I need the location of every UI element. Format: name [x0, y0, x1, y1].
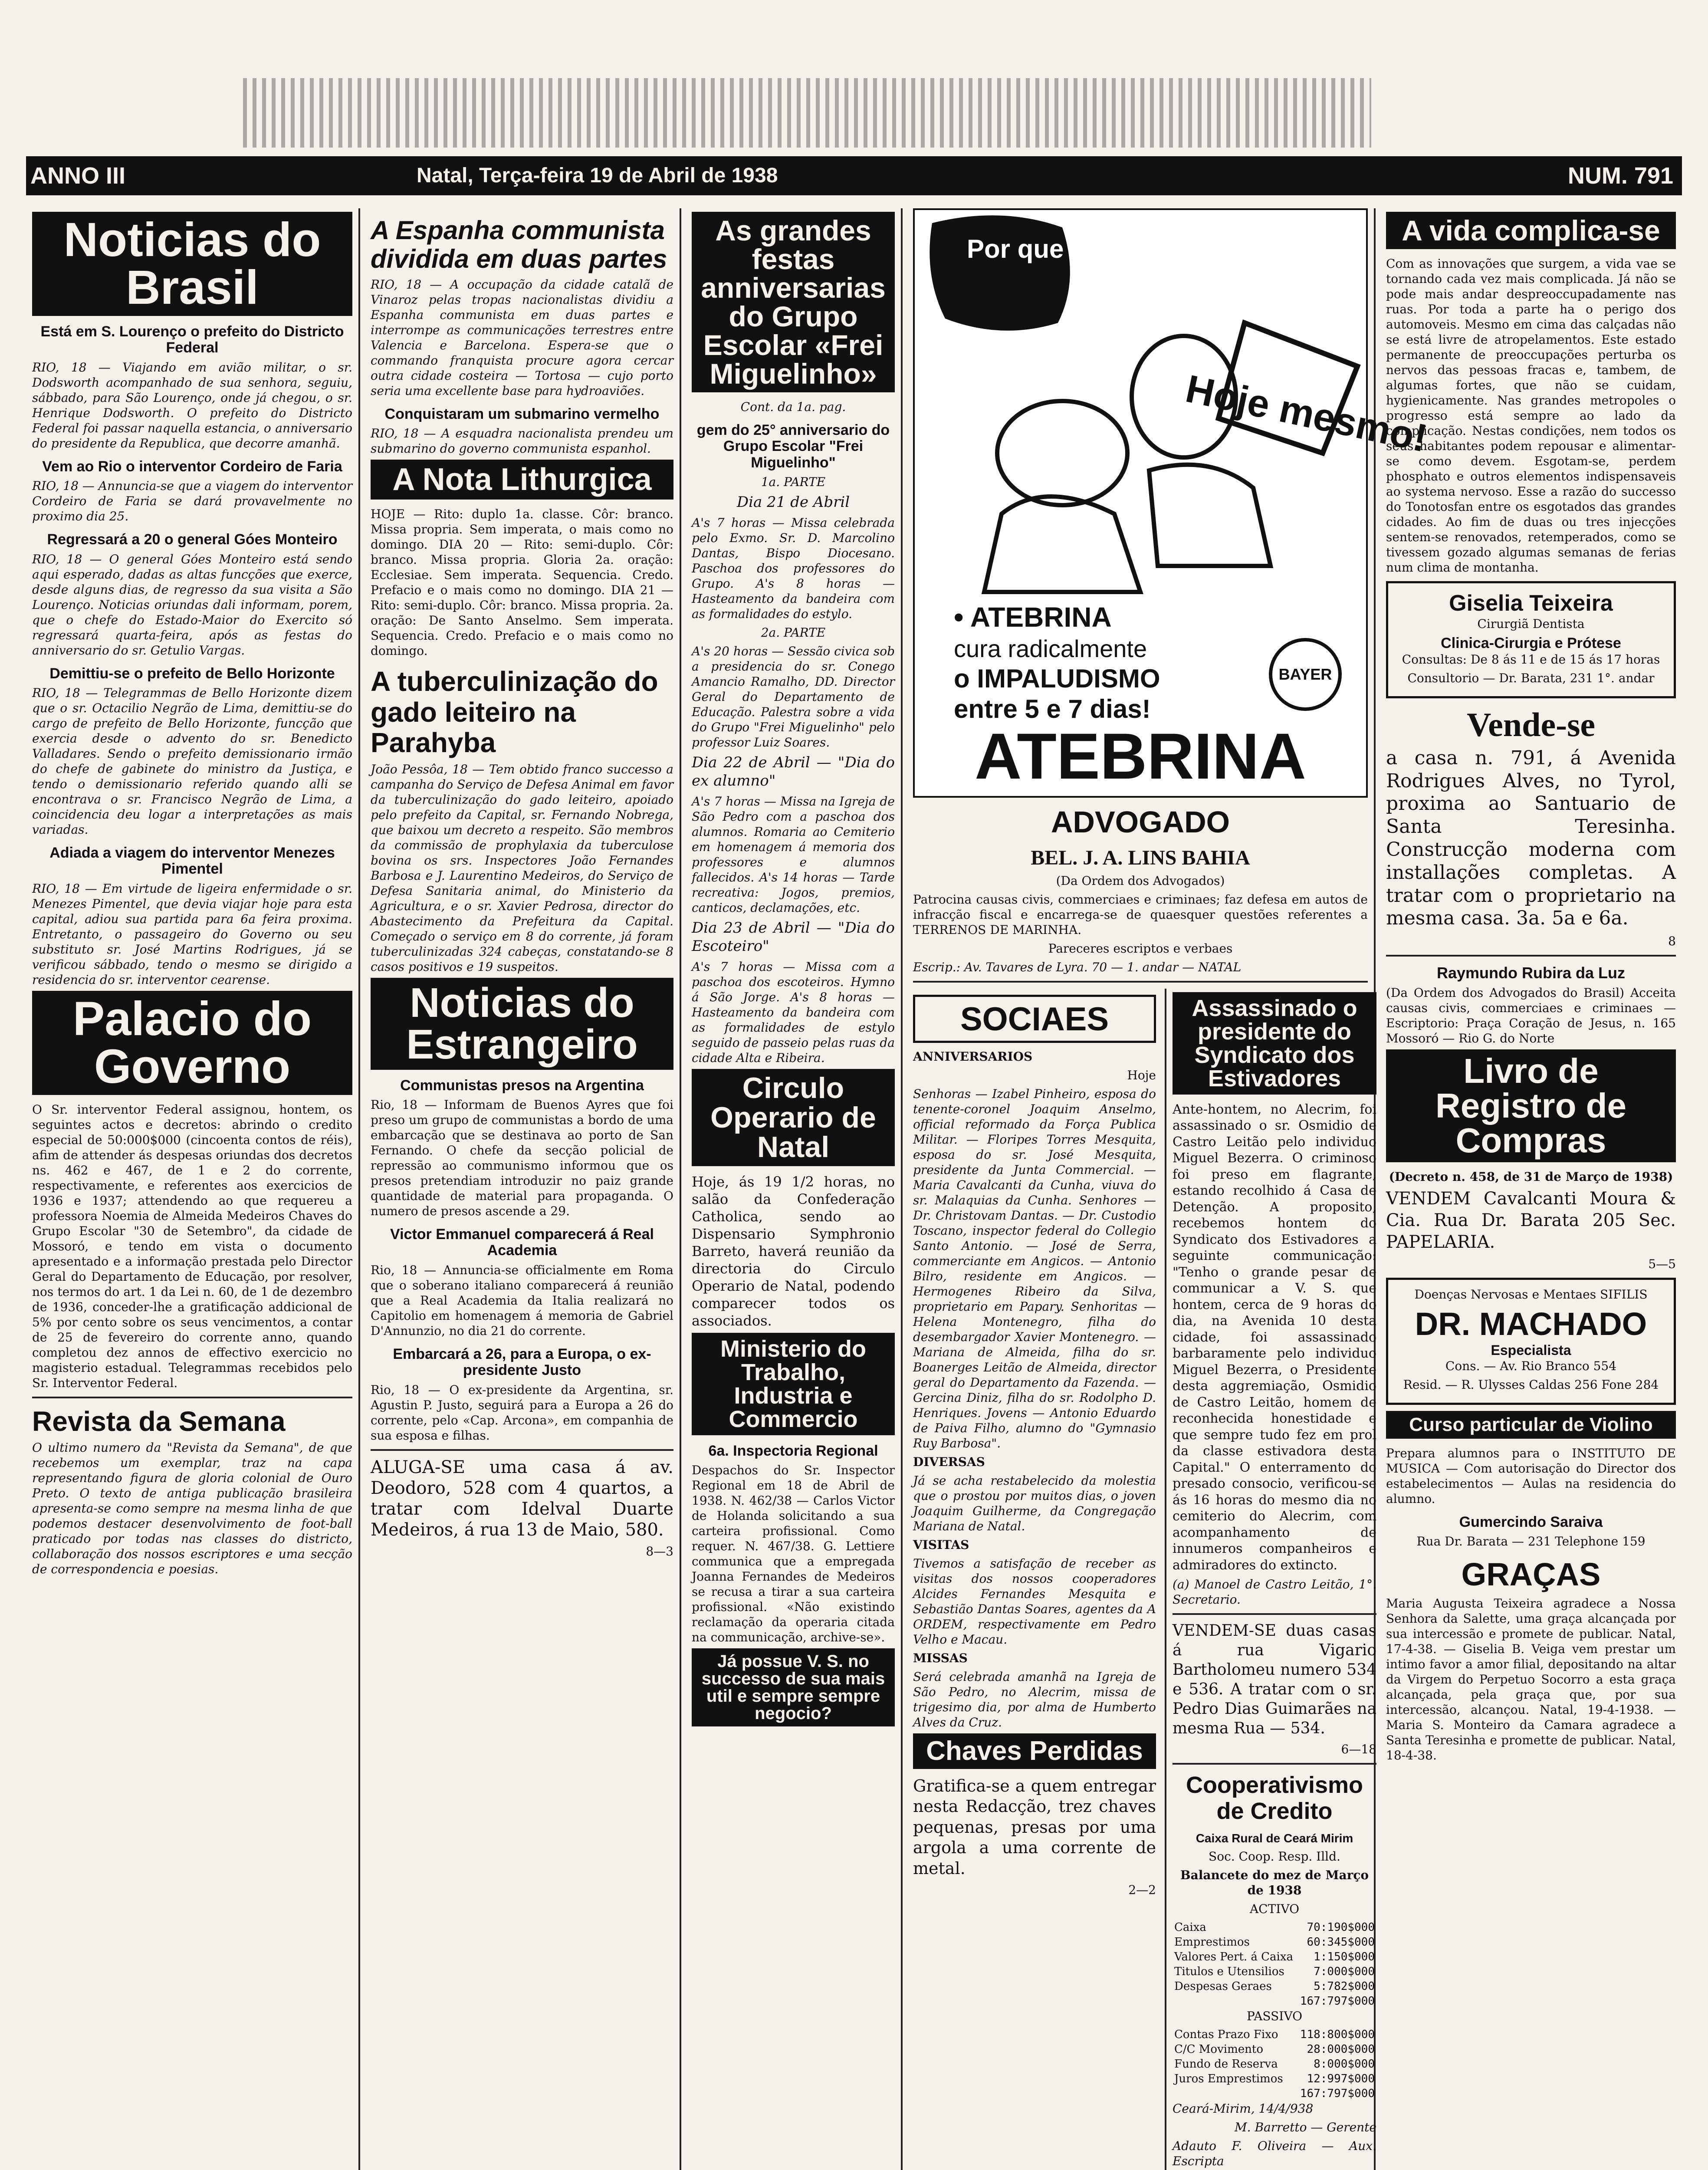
livro-text: VENDEM Cavalcanti Moura & Cia. Rua Dr. Barata 205 Sec. PAPELARIA.: [1386, 1188, 1676, 1252]
headline: Communistas presos na Argentina: [400, 1077, 644, 1094]
advogado-name: BEL. J. A. LINS BAHIA: [1031, 846, 1250, 869]
table-row: [1173, 2086, 1376, 2101]
table-cell: Titulos e Utensilios: [1174, 1965, 1284, 1978]
article-text: A's 7 horas — Missa com a paschoa dos escoteiros. Hymno á São Jorge. A's 8 horas — Hasteamento da bandeira com as formalidades de estylo seguido de passeio pelas ruas da cidade Alta e Ribeira.: [692, 959, 895, 1065]
sociaes-title-text: SOCIAES: [960, 1000, 1109, 1038]
diversas-head: DIVERSAS: [913, 1454, 985, 1469]
article-text: RIO, 18 — Em virtude de ligeira enfermidade o sr. Menezes Pimentel, que devia viajar hoje para esta capital, adiou sua partida para 6a feira proxima. Entretanto, o passageiro do Governo ou seu substituto sr. José Martins Rodrigues, já se verificou sábbado, tendo o mesmo se dirigido a residencia do sr. interventor cearense.: [32, 881, 352, 987]
article-text: A's 7 horas — Missa celebrada pelo Exmo. Sr. D. Marcolino Dantas, Bispo Diocesano. Paschoa dos professores do Grupo. A's 8 horas — Hasteamento da bandeira com as formalidades do estylo.: [692, 515, 895, 621]
article-text: RIO, 18 — Viajando em avião militar, o sr. Dodsworth acompanhado de sua senhora, seguiu, sábbado, para São Lourenço, onde já chegou, o sr. Henrique Dodsworth. O prefeito do Districto Federal foi passar naquella estancia, o anniversario do presidente da Republica, que decorre amanhã.: [32, 360, 352, 450]
article-text: RIO, 18 — A esquadra nacionalista prendeu um submarino do governo communista espanhol.: [371, 426, 673, 456]
vendem-code: 6—18: [1341, 1742, 1376, 1757]
livro-title: Livro de Registro de Compras: [1386, 1049, 1676, 1162]
headline: Embarcará a 26, para a Europa, o ex-presidente Justo: [393, 1345, 651, 1379]
sociaes-block: [913, 989, 1156, 1901]
subhead: 1a. PARTE: [761, 475, 826, 490]
vende-se-text: a casa n. 791, á Avenida Rodrigues Alves, no Tyrol, proxima ao Santuario de Santa Teresinha. Construcção moderna com installações completas. A tratar com o proprietario na mesma casa. 3a. 5a e 6a.: [1386, 746, 1676, 930]
subhead: Dia 22 de Abril — "Dia do ex alumno": [692, 753, 895, 790]
coop-balancete: Balancete do mez de Março de 1938: [1180, 1868, 1369, 1897]
coop-activo: ACTIVO: [1249, 1901, 1300, 1916]
violino-addr: Rua Dr. Barata — 231 Telephone 159: [1416, 1534, 1646, 1549]
advogado-text2: Pareceres escriptos e verbaes: [1048, 941, 1233, 956]
headline: gem do 25° anniversario do Grupo Escolar "Frei Miguelinho": [696, 422, 890, 471]
sindicato-sign: (a) Manoel de Castro Leitão, 1°. Secretario.: [1173, 1577, 1376, 1607]
continuation-note: Cont. da 1a. pag.: [740, 400, 846, 414]
ad-line-5: o IMPALUDISMO: [954, 664, 1160, 693]
coop-passivo: PASSIVO: [1246, 2009, 1303, 2023]
ad-line-3: • ATEBRINA: [954, 602, 1112, 633]
hoje-label: Hoje: [1127, 1068, 1156, 1082]
gracas-title: GRAÇAS: [1461, 1556, 1601, 1593]
table-cell: C/C Movimento: [1174, 2042, 1263, 2056]
section-title-palacio: Palacio do Governo: [32, 991, 352, 1095]
violino-name: Gumercindo Saraiva: [1459, 1513, 1603, 1530]
raymundo-text: (Da Ordem dos Advogados do Brasil) Acceita causas civis, commerciaes e criminaes — Escriptorio: Praça Coração de Jesus, n. 165 Mossoró — Rio G. do Norte: [1386, 985, 1676, 1046]
atebrina-ad: [913, 208, 1431, 798]
advogado-address: Escrip.: Av. Tavares de Lyra. 70 — 1. andar — NATAL: [913, 960, 1242, 974]
sociaes-title: [913, 995, 1156, 1043]
section-title-vida: A vida complica-se: [1386, 212, 1676, 249]
table-row: [1173, 2057, 1376, 2071]
article-text: O ultimo numero da "Revista da Semana", de que recebemos um exemplar, traz na capa representando figura de gloria colonial de Ouro Preto. O texto de antiga publicação brasileira apresenta-se como sempre na mesma linha de que podemos destacer desenvolvimento de foot-ball praticado por todas nas classes do districto, collaboração dos nossos escriptores e uma secção de correspondencia e poesias.: [32, 1440, 352, 1577]
visitas-text: Tivemos a satisfação de receber as visitas dos nossos cooperadores Alcides Fernandes Mesquita e Sebastião Dantas Soares, agentes da A ORDEM, respectivamente em Pedro Velho e Macau.: [913, 1556, 1156, 1647]
giselia-addr: Consultorio — Dr. Barata, 231 1°. andar: [1407, 671, 1655, 685]
masthead-smudge: [243, 78, 1371, 148]
coop-title: Cooperativismo de Credito: [1186, 1772, 1363, 1824]
vende-se-code: 8: [1668, 934, 1676, 949]
sindicato-block: [1165, 989, 1376, 2170]
coop-sub2: Soc. Coop. Resp. Illd.: [1209, 1849, 1340, 1864]
column-2: [365, 208, 681, 2170]
missas-head: MISSAS: [913, 1651, 968, 1665]
gracas-text: Maria Augusta Teixeira agradece a Nossa Senhora da Salette, uma graça alcançada por sua intercessão e promete de publicar. Natal, 17-4-38. — Giselia B. Veiga vem prestar um intimo favor a amor filial, depositando na altar da Virgem do Perpetuo Socorro a esta graça alcançada, pela graça que, por sua intercessão, alcançou. Natal, 19-4-1938. — Maria S. Monteiro da Camara agradece a Santa Teresinha e promette de publicar. Natal, 18-4-38.: [1386, 1596, 1676, 1762]
headline-tuberculinizacao: A tuberculinização do gado leiteiro na Parahyba: [371, 666, 658, 759]
giselia-hours: Consultas: De 8 ás 11 e de 15 ás 17 horas: [1402, 652, 1660, 667]
subhead: Dia 21 de Abril: [736, 493, 850, 511]
ad-line-6: entre 5 e 7 dias!: [954, 694, 1151, 723]
article-text: Rio, 18 — Informam de Buenos Ayres que foi preso um grupo de communistas a bordo de uma embarcação que se destinava ao porto de San Fernando. O chefe da secção policial de repressão ao communismo informou que os presos pretendiam introduzir no paiz grande quantidade de material para propaganda. O numero de presos ascende a 29.: [371, 1097, 673, 1218]
violino-title: Curso particular de Violino: [1386, 1411, 1676, 1439]
table-cell: 12:997$000: [1307, 2072, 1375, 2085]
table-cell: Valores Pert. á Caixa: [1174, 1950, 1294, 1963]
column-4: [907, 208, 1431, 2170]
table-cell: 7:000$000: [1314, 1965, 1375, 1978]
livro-code: 5—5: [1648, 1256, 1676, 1271]
table-cell: 28:000$000: [1307, 2042, 1375, 2056]
coop-passivo-table: [1173, 2027, 1376, 2101]
ad-line-4: cura radicalmente: [954, 635, 1147, 662]
subhead: 2a. PARTE: [761, 625, 826, 640]
ad-brand: ATEBRINA: [975, 720, 1306, 792]
table-row: [1173, 1994, 1376, 2009]
advogado-title: ADVOGADO: [1051, 805, 1230, 839]
table-cell: 1:150$000: [1314, 1950, 1375, 1963]
headline: Demittiu-se o prefeito de Bello Horizonte: [49, 665, 335, 682]
coop-sign2: M. Barretto — Gerente: [1235, 2120, 1376, 2134]
table-total: 167:797$000: [1300, 2087, 1375, 2100]
divider: [1173, 1613, 1376, 1615]
header-issue-number: NUM. 791: [1567, 163, 1673, 189]
section-title-liturgica: A Nota Lithurgica: [371, 460, 673, 500]
anniversarios-head: ANNIVERSARIOS: [913, 1049, 1033, 1064]
article-text: Rio, 18 — Annuncia-se officialmente em Roma que o soberano italiano comparecerá á reunião que a Real Academia da Italia realizará no Capitolio em homenagem á memoria de Gabriel D'Annunzio, no dia 21 do corrente.: [371, 1263, 673, 1338]
table-cell: 60:345$000: [1307, 1935, 1375, 1949]
article-text: Despachos do Sr. Inspector Regional em 18 de Abril de 1938. N. 462/38 — Carlos Victor de Holanda solicitando a sua carteira profissional. Como requer. N. 467/38. G. Lettiere communica que a empregada Joanna Fernandes de Medeiros se recusa a tirar a sua carteira profissional. «Não existindo reclamação da operaria citada na communicação, archive-se».: [692, 1463, 895, 1645]
section-title-ministerio: Ministerio do Trabalho, Industria e Commercio: [692, 1333, 895, 1435]
machado-cons: Cons. — Av. Rio Branco 554: [1445, 1358, 1617, 1373]
section-title-festas: As grandes festas anniversarias do Grupo Escolar «Frei Miguelinho»: [692, 212, 895, 392]
article-text: Rio, 18 — O ex-presidente da Argentina, sr. Agustin P. Justo, seguirá para a Europa a 26 do corrente, pelo «Cap. Arcona», em companhia de sua esposa e filhas.: [371, 1382, 673, 1443]
classified-aluga: ALUGA-SE uma casa á av. Deodoro, 528 com 4 quartos, a tratar com Idelval Duarte Medeiros, á rua 13 de Maio, 580.: [371, 1457, 673, 1540]
classified-pessoa: Já possue V. S. no successo de sua mais util e sempre sempre negocio?: [692, 1648, 895, 1726]
header-issue-year: ANNO III: [30, 163, 126, 189]
article-text: RIO, 18 — O general Góes Monteiro está sendo aqui esperado, dadas as altas funcções que exerce, desde alguns dias, de regresso da sua visita a São Lourenço. Noticias oriundas dali informam, porem, que o chefe do Estado-Maior do Exercito só regressará quarta-feira, após as festas do anniversario do sr. Getulio Vargas.: [32, 552, 352, 658]
article-text: RIO, 18 — Annuncia-se que a viagem do interventor Cordeiro de Faria se dará provavelmente no proximo dia 25.: [32, 479, 352, 524]
header-bar: [26, 156, 1682, 195]
atebrina-illustration: [915, 210, 1431, 792]
ad-line-por-que: Por que amanhã?: [967, 234, 1186, 263]
giselia-role: Cirurgiã Dentista: [1477, 617, 1585, 631]
diversas-text: Já se acha restabelecido da molestia que o prostou por muitos dias, o joven Joaquim Guilherme, da Congregação Mariana de Natal.: [913, 1473, 1156, 1533]
headline: Conquistaram um submarino vermelho: [384, 406, 660, 422]
table-row: [1173, 2027, 1376, 2042]
advogado-text: Patrocina causas civis, commerciaes e criminaes; faz defesa em autos de infracção fiscal e encarrega-se de quaesquer questões referentes a TERRENOS DE MARINHA.: [913, 892, 1368, 937]
table-cell: Emprestimos: [1174, 1935, 1250, 1949]
raymundo-name: Raymundo Rubira da Luz: [1436, 964, 1626, 982]
article-text: HOJE — Rito: duplo 1a. classe. Côr: branco. Missa propria. Sem imperata, o mais como no domingo. DIA 20 — Rito: semi-duplo. Côr: branco. Missa propria. Gloria 2a. oração: Ecclesiae. Sem imperata. Sequencia. Credo. Prefacio e o mais como no domingo. DIA 21 — Rito: semi-duplo. Côr: branco. Missa propria. 2a. oração: De Santo Anselmo. Sem imperata. Sequencia. Credo. Prefacio e o mais como no domingo.: [371, 507, 673, 658]
chaves-code: 2—2: [1128, 1883, 1156, 1897]
headline-espanha: A Espanha communista dividida em duas partes: [371, 216, 667, 273]
column-3: [686, 208, 903, 2170]
table-row: [1173, 1935, 1376, 1950]
giselia-spec: Clinica-Cirurgia e Prótese: [1441, 635, 1621, 651]
machado-spec: Especialista: [1491, 1342, 1571, 1358]
coop-sign1: Ceará-Mirim, 14/4/938: [1173, 2101, 1314, 2116]
coop-sign3: Adauto F. Oliveira — Aux. Escripta: [1173, 2138, 1376, 2168]
section-title-circulo: Circulo Operario de Natal: [692, 1069, 895, 1166]
table-cell: 118:800$000: [1300, 2028, 1375, 2041]
sociaes-text: Senhoras — Izabel Pinheiro, esposa do tenente-coronel Joaquim Anselmo, official reformado da Força Publica Militar. — Floripes Torres Mesquita, esposa do sr. José Mesquita, presidente da Junta Commercial. — Maria Cavalcanti da Cunha, viuva do sr. Malaquias da Cunha. Senhores — Dr. Christovam Dantas. — Dr. Custodio Toscano, inspector federal do Collegio Santo Antonio. — José de Serra, commerciante em Angicos. — Antonio Bilro, residente em Angicos. — Hermogenes Ribeiro da Silva, proprietario em Papary. Senhoritas — Helena Montenegro, filha do desembargador Xavier Montenegro. — Mariana de Almeida, filha do sr. Boanerges Leitão de Almeida, director geral do Departamento da Fazenda. — Gercina Diniz, filha do sr. Rodolpho D. Henriques. Jovens — Antonio Eduardo de Paiva Filho, alumno do "Gymnasio Ruy Barbosa".: [913, 1086, 1156, 1450]
chaves-title: Chaves Perdidas: [913, 1733, 1156, 1769]
headline: 6a. Inspectoria Regional: [708, 1442, 878, 1459]
headline: Está em S. Lourenço o prefeito do Districto Federal: [40, 323, 344, 356]
divider: [32, 1397, 352, 1398]
section-title-estrangeiro: Noticias do Estrangeiro: [371, 978, 673, 1070]
missas-text: Será celebrada amanhã na Igreja de São Pedro, no Alecrim, missa de trigesimo dia, por alma de Humberto Alves da Cruz.: [913, 1669, 1156, 1729]
violino-text: Prepara alumnos para o INSTITUTO DE MUSICA — Com autorisação do Director dos estabelecimentos — Aulas na residencia do alumno.: [1386, 1446, 1676, 1506]
visitas-head: VISITAS: [913, 1537, 969, 1552]
table-row: [1173, 1920, 1376, 1935]
newspaper-page: [26, 26, 1682, 2170]
article-text: A's 20 horas — Sessão civica sob a presidencia do sr. Conego Amancio Ramalho, DD. Director Geral do Departamento de Educação. Palestra sobre a vida do Grupo "Frei Miguelinho" pelo professor Luiz Soares.: [692, 644, 895, 750]
table-cell: 70:190$000: [1307, 1920, 1375, 1934]
table-total: 167:797$000: [1300, 1994, 1375, 2008]
divider: [913, 981, 1368, 983]
article-text: RIO, 18 — A occupação da cidade catalã de Vinaroz pelas tropas nacionalistas dividiu a Espanha communista em duas partes e interrompe as communicações terrestres entre Valencia e Barcelona. Espera-se que o commando franquista procure agora cercar outra cidade costeira — Tortosa — cujo porto seria uma excellente base para hydroaviões.: [371, 277, 673, 398]
table-row: [1173, 2042, 1376, 2057]
giselia-name: Giselia Teixeira: [1449, 591, 1613, 616]
table-cell: Despesas Geraes: [1174, 1979, 1272, 1993]
article-text: Hoje, ás 19 1/2 horas, no salão da Confederação Catholica, sendo ao Dispensario Symphronio Barreto, haverá reunião da directoria do Circulo Operario de Natal, podendo comparecer todos os associados.: [692, 1173, 895, 1329]
ad-machado: [1386, 1278, 1676, 1405]
chaves-text: Gratifica-se a quem entregar nesta Redacção, trez chaves pequenas, presas por uma argola a uma corrente de metal.: [913, 1776, 1156, 1878]
table-row: [1173, 1964, 1376, 1979]
headline: Victor Emmanuel comparecerá á Real Academia: [390, 1226, 654, 1259]
subhead: Dia 23 de Abril — "Dia do Escoteiro": [692, 919, 895, 955]
table-cell: Juros Emprestimos: [1174, 2072, 1283, 2085]
bayer-label: BAYER: [1278, 665, 1332, 683]
sindicato-title: Assassinado o presidente do Syndicato dos Estivadores: [1173, 992, 1376, 1095]
vende-se-title: Vende-se: [1466, 706, 1596, 743]
sindicato-text: Ante-hontem, no Alecrim, foi assassinado o sr. Osmidio de Castro Leitão pelo individuo Miguel Bezerra. O criminoso foi preso em flagrante, estando recolhido á Casa de Detenção. A proposito, recebemos hontem do Syndicato dos Estivadores a seguinte communicação: "Tenho o grande pesar de communicar a V. S. que hontem, cerca de 9 horas do dia, na Avenida 10 desta cidade, foi assassinado barbaramente pelo individuo Miguel Bezerra, o Presidente desta aggremiação, Osmidio de Castro Leitão, homem de reconhecida honestidade e que sempre tudo fez em prol da classe estivadora desta Capital." O enterramento do presado consocio, verificou-se ás 16 horas do mesmo dia no cemiterio do Alecrim, com acompanhamento de innumeros companheiros e admiradores do extincto.: [1173, 1101, 1376, 1573]
vendem-text: VENDEM-SE duas casas á rua Vigario Bartholomeu numero 534 e 536. A tratar com o sr. Pedro Dias Guimarães na mesma Rua — 534.: [1173, 1622, 1376, 1738]
header-date: Natal, Terça-feira 19 de Abril de 1938: [417, 164, 778, 187]
column-1: [26, 208, 360, 2170]
article-text: Com as innovações que surgem, a vida vae se tornando cada vez mais complicada. Já não se pode mais andar despreoccupadamente nas ruas. Por toda a parte ha o perigo dos automoveis. Mesmo em cima das calçadas não se está livre de atropelamentos. Este estado permanente de preoccupações perturba os nervos das pessoas fracas e, tambem, de algumas fortes, que não se cuidam, hygienicamente. Nas grandes metropoles o progresso está sempre ao lado da complicação. Nestas condições, nem todos os seus habitantes podem repousar e alimentar-se como devem. Esgotam-se, perdem phosphato e outros elementos indispensaveis ao systema nervoso. Esse a razão do successo do Tonotosfan entre os esgotados das grandes cidades. Ao fim de duas ou tres injecções sentem-se renovados, retemperados, como se tivessem gozado algumas semanas de ferias num clima de montanha.: [1386, 256, 1676, 575]
article-text: RIO, 18 — Telegrammas de Bello Horizonte dizem que o sr. Octacilio Negrão de Lima, demittiu-se do cargo de prefeito de Bello Horizonte, funcção que exercia desde o advento do sr. Benedicto Valladares. Sendo o prefeito demissionario irmão do chefe de gabinete do ministro da Justiça, e tendo o demissionario referido quando alli se encontrava o sr. Francisco Negrão de Lima, a coincidencia deu logar a interpretações as mais variadas.: [32, 685, 352, 837]
table-row: [1173, 2071, 1376, 2086]
machado-name: DR. MACHADO: [1415, 1305, 1647, 1342]
livro-sub: (Decreto n. 458, de 31 de Março de 1938): [1389, 1169, 1673, 1184]
article-text: A's 7 horas — Missa na Igreja de São Pedro com a paschoa dos alumnos. Romaria ao Cemiterio em homenagem á memoria dos professores e alumnos fallecidos. A's 14 horas — Tarde recreativa: Jogos, premios, canticos, declamações, etc.: [692, 794, 895, 915]
table-cell: Caixa: [1174, 1920, 1206, 1934]
ad-giselia: [1386, 581, 1676, 698]
headline: Vem ao Rio o interventor Cordeiro de Faria: [42, 458, 342, 475]
table-row: [1173, 1979, 1376, 1994]
coop-activo-table: [1173, 1920, 1376, 2009]
column-5: [1380, 208, 1682, 2170]
classified-code: 8—3: [646, 1544, 673, 1558]
machado-res: Resid. — R. Ulysses Caldas 256 Fone 284: [1403, 1377, 1659, 1392]
section-title-brasil: Noticias do Brasil: [32, 212, 352, 316]
divider: [371, 1449, 673, 1451]
ad-line-hoje-mesmo: Hoje mesmo!: [1182, 367, 1431, 461]
divider: [1173, 1763, 1376, 1765]
advogado-order: (Da Ordem dos Advogados): [1056, 873, 1225, 888]
section-title-revista: Revista da Semana: [32, 1405, 286, 1437]
table-cell: 8:000$000: [1314, 2057, 1375, 2071]
table-cell: Contas Prazo Fixo: [1174, 2028, 1278, 2041]
table-cell: Fundo de Reserva: [1174, 2057, 1278, 2071]
table-row: [1173, 1950, 1376, 1964]
machado-top: Doenças Nervosas e Mentaes SIFILIS: [1414, 1287, 1648, 1302]
article-text: João Pessôa, 18 — Tem obtido franco successo a campanha do Serviço de Defesa Animal em favor da tuberculinização do gado leiteiro, apoiado pelo prefeito da Capital, sr. Fernando Nobrega, que baixou um decreto a respeito. São membros da commissão de prophylaxia da tuberculose bovina os srs. Inspectores João Fernandes Barbosa e J. Laurentino Medeiros, do Serviço de Defesa Sanitaria animal, do Ministerio da Agricultura, e o sr. Xavier Pedrosa, director do Abastecimento da Prefeitura da Capital. Começado o serviço em 8 do corrente, já foram tuberculinizadas 324 cabeças, constatando-se 8 casos positivos e 19 suspeitos.: [371, 762, 673, 974]
article-text: O Sr. interventor Federal assignou, hontem, os seguintes actos e decretos: abrindo o credito especial de 50:000$000 (cincoenta contos de réis), afim de attender ás despesas oriundas dos decretos ns. 462 e 467, de 1 e 2 do corrente, respectivamente, e referentes aos exercicios de 1936 e 1937; attendendo ao que requereu a professora Noemia de Almeida Medeiros Chaves do Grupo Escolar "30 de Setembro", da cidade de Mossoró, e tendo em vista o documento apresentado e a informação prestada pelo Director Geral do Departamento de Educação, por resolver, nos termos do art. 1 da Lei n. 60, de 1 de dezembro de 1936, conceder-lhe a gratificação addicional de 5% por cento sobre os seus vencimentos, a contar de 25 de fevereiro do corrente anno, quando completou dez annos de effectivo exercicio no magisterio estadual. Telegrammas recebidos pelo Sr. Interventor Federal.: [32, 1102, 352, 1390]
coop-sub: Caixa Rural de Ceará Mirim: [1196, 1831, 1353, 1845]
table-cell: 5:782$000: [1314, 1979, 1375, 1993]
headline: Regressará a 20 o general Góes Monteiro: [47, 531, 338, 548]
headline: Adiada a viagem do interventor Menezes Pimentel: [49, 844, 335, 878]
divider: [1386, 955, 1676, 957]
